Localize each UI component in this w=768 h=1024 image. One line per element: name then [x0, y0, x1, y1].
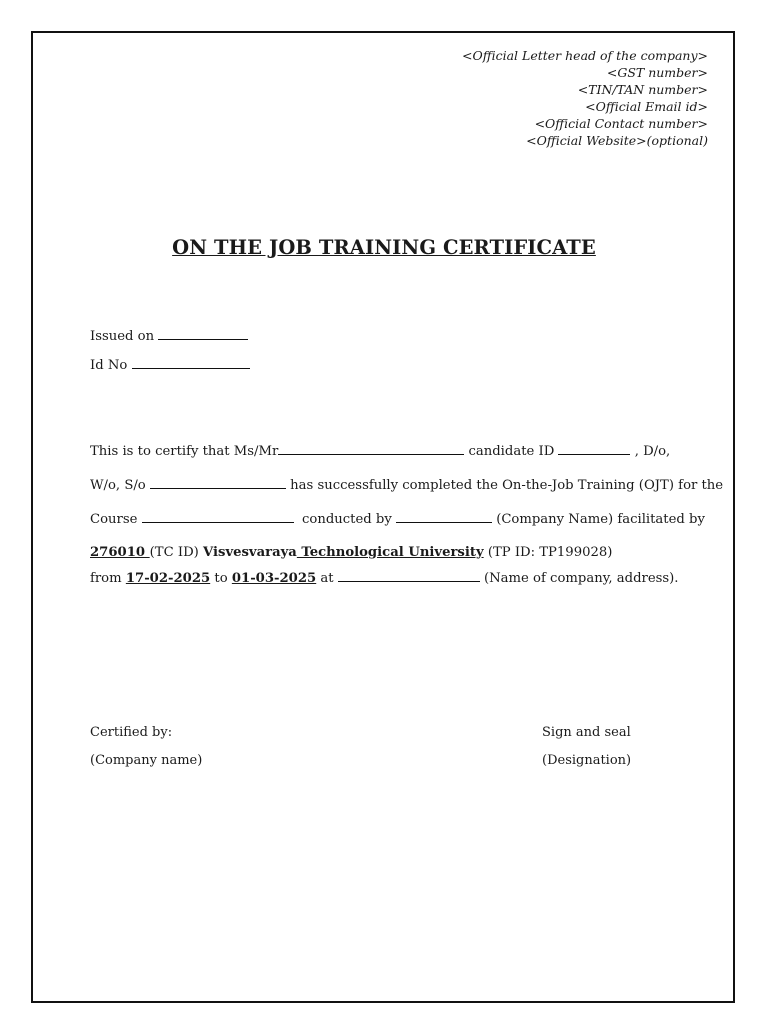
- issued-on-blank: [158, 328, 248, 340]
- letterhead-placeholder: [462, 47, 708, 149]
- id-no-row: [90, 357, 250, 373]
- relation-text: , D/o,: [634, 444, 671, 459]
- tc-id-value: 276010: [90, 545, 150, 560]
- candidate-name-blank: [278, 443, 464, 455]
- website-line: <Official Website>(optional): [526, 133, 708, 148]
- body-line-2: [90, 477, 723, 493]
- facilitated-text: (Company Name) facilitated by: [496, 512, 705, 527]
- body-line-1: [90, 443, 670, 459]
- designation-label: (Designation): [542, 753, 632, 768]
- tc-id-label: (TC ID): [149, 545, 199, 560]
- body-line-5: [90, 570, 679, 586]
- university-name-a: Visvesvaraya: [203, 545, 297, 560]
- guardian-name-blank: [150, 477, 286, 489]
- to-date: 01-03-2025: [231, 571, 317, 586]
- company-name-label: (Company name): [90, 753, 203, 768]
- body-line-3: [90, 511, 705, 527]
- from-label: from: [90, 571, 122, 586]
- company-blank: [396, 511, 492, 523]
- conducted-by-label: conducted by: [302, 512, 392, 527]
- id-no-label: Id No: [90, 358, 128, 373]
- contact-line: <Official Contact number>: [534, 116, 708, 131]
- candidate-id-label: candidate ID: [468, 444, 555, 459]
- relation-label: W/o, S/o: [90, 478, 146, 493]
- certificate-title: ON THE JOB TRAINING CERTIFICATE: [172, 236, 596, 259]
- candidate-id-blank: [558, 443, 630, 455]
- course-blank: [142, 511, 294, 523]
- tin-line: <TIN/TAN number>: [577, 82, 708, 97]
- course-label: Course: [90, 512, 138, 527]
- issued-on-label: Issued on: [90, 329, 155, 344]
- university-name-b: Technological University: [296, 545, 484, 560]
- id-no-blank: [132, 357, 250, 369]
- certified-by-label: Certified by:: [90, 725, 173, 740]
- body-line-4: [90, 545, 612, 560]
- location-blank: [338, 570, 480, 582]
- at-label: at: [320, 571, 334, 586]
- sign-seal-label: Sign and seal: [542, 725, 631, 740]
- gst-line: <GST number>: [606, 65, 708, 80]
- from-date: 17-02-2025: [125, 571, 211, 586]
- tp-id: (TP ID: TP199028): [487, 545, 613, 560]
- company-address-text: (Name of company, address).: [484, 571, 679, 586]
- email-line: <Official Email id>: [585, 99, 708, 114]
- completed-text: has successfully completed the On-the-Job Training (OJT) for the: [290, 478, 724, 493]
- issued-on-row: [90, 328, 248, 344]
- certify-text: This is to certify that Ms/Mr: [90, 444, 279, 459]
- letterhead-line: <Official Letter head of the company>: [462, 48, 708, 63]
- to-label: to: [214, 571, 228, 586]
